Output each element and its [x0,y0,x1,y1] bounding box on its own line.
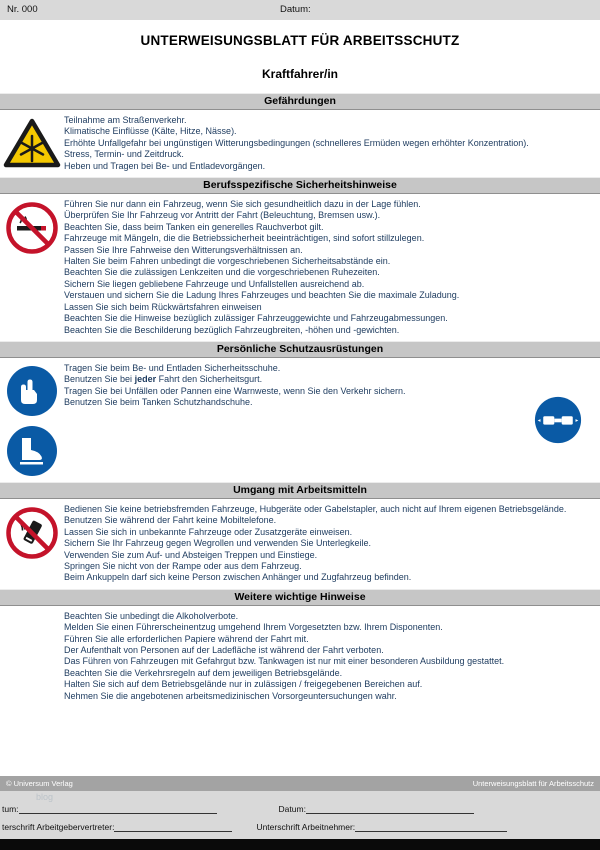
instruction-line: Klimatische Einflüsse (Kälte, Hitze, Nässe). [64,126,237,137]
section-arbeitsmittel [0,482,600,589]
date-field-line-right[interactable] [306,805,474,814]
instruction-list [64,115,592,172]
instruction-line: Halten Sie sich auf dem Betriebsgelände nur in zulässigen / freigegebenen Bereichen auf. [64,679,423,690]
employer-signature-line[interactable] [114,823,232,832]
instruction-line: Beachten Sie, dass beim Tanken ein generelles Rauchverbot gilt. [64,221,324,232]
instruction-line: Springen Sie nicht von der Rampe oder aus dem Fahrzeug. [64,560,302,571]
instruction-line: Nehmen Sie die angebotenen arbeitsmedizinischen Vorsorgeuntersuchungen wahr. [64,690,397,701]
section-weitere-hinweise [0,589,600,707]
section-sicherheitshinweise [0,177,600,341]
title-block [0,20,600,93]
instruction-line: Beim Ankuppeln darf sich keine Person zwischen Anhänger und Zugfahrzeug befinden. [64,572,412,583]
section-header [0,341,600,358]
date-row [2,804,592,814]
watermark-text: blog [36,792,54,802]
instruction-line: Heben und Tragen bei Be- und Entladevorgängen. [64,160,266,171]
instruction-line: Fahrzeuge mit Mängeln, die die Betriebssicherheit beeinträchtigen, sind sofort stillzulegen. [64,233,425,244]
section-header [0,93,600,110]
section-schutzausruestungen [0,341,600,482]
date-label: Datum: [280,4,311,15]
icon-column [0,199,64,336]
instruction-line: Melden Sie einen Führerscheinentzug umgehend Ihrem Vorgesetzten bzw. Ihrem Disponenten. [64,622,443,633]
instruction-line: Das Führen von Fahrzeugen mit Gefahrgut bzw. Tankwagen ist nur mit einer besonderen Ausbildung gestattet. [64,656,505,667]
section-header [0,482,600,499]
instruction-line: Halten Sie beim Fahren unbedingt die vorgeschriebenen Sicherheitsabstände ein. [64,256,391,267]
icon-column [0,115,64,172]
instruction-list [64,611,592,702]
footer-bar [0,776,600,791]
instruction-line: Beachten Sie die Beschilderung bezüglich Fahrzeugbreiten, -höhen und -gewichten. [64,324,400,335]
instruction-list [64,504,592,584]
no-mobile-phone-icon [5,506,59,560]
section-title: Umgang mit Arbeitsmitteln [233,483,367,496]
footer-doc-name: Unterweisungsblatt für Arbeitsschutz [472,779,594,788]
instruction-line: Bedienen Sie keine betriebsfremden Fahrzeuge, Hubgeräte oder Gabelstapler, auch nicht auf Ihrem eigenen Betriebsgelände. [64,503,567,514]
instruction-line: Passen Sie Ihre Fahrweise den Witterungsverhältnissen an. [64,244,303,255]
instruction-list [64,199,592,336]
signature-row [2,822,592,832]
spacer [0,707,600,776]
cold-warning-icon [3,117,61,169]
date-field-line-left[interactable] [19,805,217,814]
instruction-line: Lassen Sie sich in unbekannte Fahrzeuge oder Zusatzgeräte einweisen. [64,526,353,537]
seatbelt-mandatory-icon [534,396,582,444]
page-title: UNTERWEISUNGSBLATT FÜR ARBEITSSCHUTZ [140,33,460,48]
section-title: Persönliche Schutzausrüstungen [216,342,384,355]
instruction-list [64,363,524,477]
instruction-line: Benutzen Sie während der Fahrt keine Mobiltelefone. [64,515,277,526]
instruction-line: Beachten Sie die zulässigen Lenkzeiten und die vorgeschriebenen Ruhezeiten. [64,267,380,278]
icon-column-right [524,363,592,477]
instruction-line: Benutzen Sie beim Tanken Schutzhandschuhe. [64,397,253,408]
employee-signature-line[interactable] [355,823,507,832]
employer-signature-label: terschrift Arbeitgebervertreter: [2,822,115,832]
instruction-line: Sichern Sie liegen gebliebene Fahrzeuge und Unfallstellen ausreichend ab. [64,278,365,289]
instruction-line: Lassen Sie sich beim Rückwärtsfahren einweisen [64,301,262,312]
instruction-line: Führen Sie alle erforderlichen Papiere während der Fahrt mit. [64,633,309,644]
instruction-line: Der Aufenthalt von Personen auf der Ladefläche ist während der Fahrt verboten. [64,644,384,655]
date-field-label-left: tum: [2,804,19,814]
section-title: Gefährdungen [264,95,336,107]
instruction-line: Beachten Sie die Verkehrsregeln auf dem jeweiligen Betriebsgelände. [64,667,343,678]
section-header [0,177,600,194]
icon-column [0,504,64,584]
instruction-line: Tragen Sie beim Be- und Entladen Sicherheitsschuhe. [64,362,281,373]
instruction-line: Überprüfen Sie Ihr Fahrzeug vor Antritt der Fahrt (Beleuchtung, Bremsen usw.). [64,210,381,221]
instruction-line: Teilnahme am Straßenverkehr. [64,115,187,125]
instruction-line: Verwenden Sie zum Auf- und Absteigen Treppen und Einstiege. [64,549,318,560]
instruction-line: Sichern Sie Ihr Fahrzeug gegen Wegrollen und verwenden Sie Unterlegkeile. [64,538,372,549]
date-field-label-right: Datum: [278,804,306,814]
publisher-credit: © Universum Verlag [6,779,73,788]
employee-signature-label: Unterschrift Arbeitnehmer: [256,822,356,832]
no-smoking-icon [5,201,59,255]
icon-column [0,611,64,702]
instruction-line: Erhöhte Unfallgefahr bei ungünstigen Witterungsbedingungen (schnelleres Ermüden wegen erhöhter Konzentration). [64,137,529,148]
boots-mandatory-icon [6,425,58,477]
section-title: Weitere wichtige Hinweise [234,590,366,603]
instruction-line: Verstauen und sichern Sie die Ladung Ihres Fahrzeuges und beachten Sie die maximale Zuladung. [64,290,460,301]
section-header [0,589,600,606]
icon-column [0,363,64,477]
gloves-mandatory-icon [6,365,58,417]
instruction-line: Benutzen Sie bei jeder Fahrt den Sicherheitsgurt. [64,374,263,385]
instruction-line: Beachten Sie die Hinweise bezüglich zulässiger Fahrzeuggewichte und Fahrzeugabmessungen. [64,313,448,324]
bottom-black-bar [0,839,600,850]
section-gefaehrdungen [0,93,600,177]
signature-form-area [0,791,600,839]
document-topbar [0,0,600,20]
instruction-line: Tragen Sie bei Unfällen oder Pannen eine Warnweste, wenn Sie den Verkehr sichern. [64,385,406,396]
instruction-line: Beachten Sie unbedingt die Alkoholverbote. [64,610,239,621]
instruction-line: Führen Sie nur dann ein Fahrzeug, wenn Sie sich gesundheitlich dazu in der Lage fühlen. [64,199,421,210]
document-number: Nr. 000 [7,4,38,15]
page-subtitle: Kraftfahrer/in [261,67,338,81]
instruction-line: Stress, Termin- und Zeitdruck. [64,149,184,160]
section-title: Berufsspezifische Sicherheitshinweise [203,179,397,192]
